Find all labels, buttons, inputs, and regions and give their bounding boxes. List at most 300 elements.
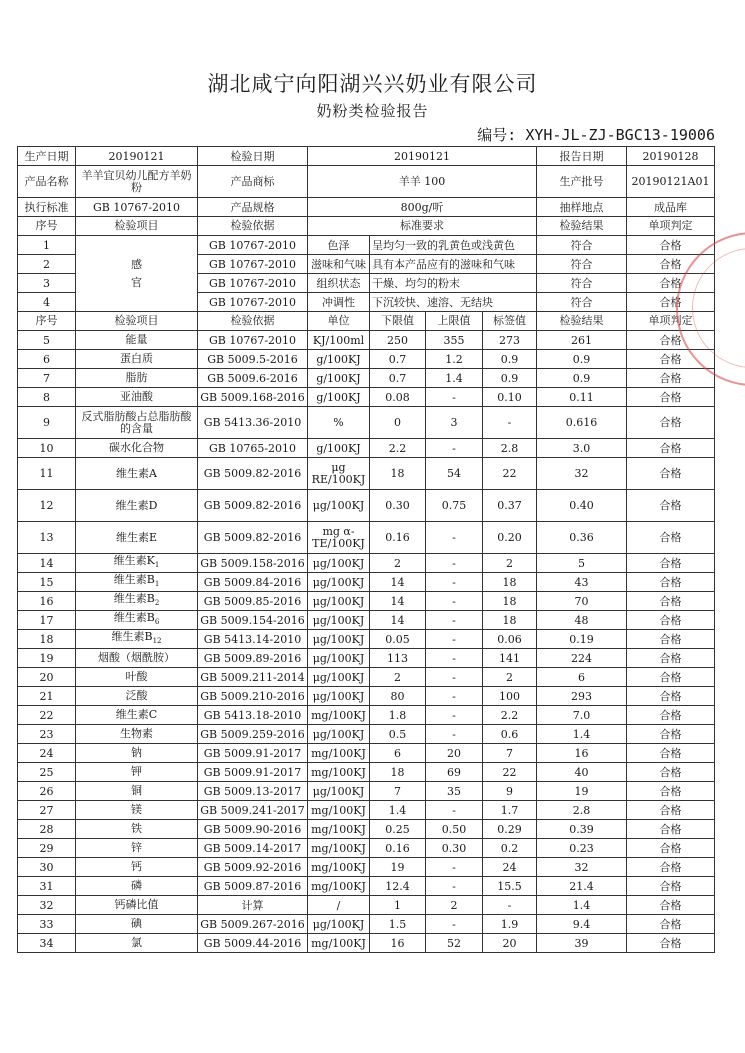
col-result: 检验结果 [537,312,627,331]
sensory-header-row [18,217,715,236]
label-value: - [483,896,537,915]
table-row [18,649,715,668]
upper-limit: 1.4 [426,369,483,388]
row-number: 30 [18,858,76,877]
judgement: 合格 [627,839,715,858]
upper-limit: 54 [426,458,483,490]
judgement: 合格 [627,293,715,312]
judgement: 合格 [627,458,715,490]
row-number: 1 [18,236,76,255]
label-value: 15.5 [483,877,537,896]
report-date-label: 报告日期 [537,147,627,166]
test-basis: GB 5009.89-2016 [198,649,308,668]
judgement: 合格 [627,255,715,274]
test-item-subscript: 6 [154,618,160,627]
test-item-text: 维生素B [111,629,153,643]
table-row [18,611,715,630]
lower-limit: 1 [370,896,426,915]
label-value: 18 [483,573,537,592]
test-result: 符合 [537,255,627,274]
batch-label: 生产批号 [537,166,627,198]
test-item-subscript: 2 [154,599,160,608]
test-basis: GB 10767-2010 [198,331,308,350]
test-result: 261 [537,331,627,350]
test-result: 0.616 [537,407,627,439]
unit: μg/100KJ [308,649,370,668]
document-number [477,124,715,145]
table-row [18,801,715,820]
col-result: 检验结果 [537,217,627,236]
table-row [18,573,715,592]
test-item-text: 反式脂肪酸占总脂肪酸的含量 [81,409,192,435]
test-basis: GB 10767-2010 [198,255,308,274]
label-value: 0.9 [483,350,537,369]
test-item-subscript: 1 [154,580,160,589]
label-value: 18 [483,611,537,630]
unit: μg/100KJ [308,668,370,687]
test-result: 48 [537,611,627,630]
test-item-text: 碳水化合物 [109,441,164,454]
label-value: 100 [483,687,537,706]
brand-label: 产品商标 [198,166,308,198]
lower-limit: 19 [370,858,426,877]
test-basis: GB 5413.14-2010 [198,630,308,649]
test-item-text: 维生素C [115,708,158,721]
unit: μg/100KJ [308,725,370,744]
label-value: 0.37 [483,490,537,522]
judgement: 合格 [627,522,715,554]
test-item [76,630,198,649]
upper-limit: 0.50 [426,820,483,839]
judgement: 合格 [627,915,715,934]
row-number: 16 [18,592,76,611]
row-number: 9 [18,407,76,439]
table-row [18,388,715,407]
test-basis: GB 5413.36-2010 [198,407,308,439]
unit: mg/100KJ [308,706,370,725]
test-basis: GB 5009.211-2014 [198,668,308,687]
requirement: 干燥、均匀的粉末 [370,274,537,293]
judgement: 合格 [627,611,715,630]
test-item-text: 钠 [131,746,142,759]
prod-date-value: 20190121 [76,147,198,166]
test-basis: GB 5009.82-2016 [198,522,308,554]
col-lower: 下限值 [370,312,426,331]
upper-limit: - [426,858,483,877]
label-value: - [483,407,537,439]
upper-limit: 355 [426,331,483,350]
label-value: 2 [483,668,537,687]
unit: / [308,896,370,915]
test-result: 0.9 [537,350,627,369]
spec-value: 800g/听 [308,198,537,217]
test-basis: GB 5009.90-2016 [198,820,308,839]
upper-limit: 35 [426,782,483,801]
sensory-group-text: 感官 [131,257,142,289]
unit: μg/100KJ [308,554,370,573]
test-item-text: 烟酸（烟酰胺） [98,651,175,664]
judgement: 合格 [627,820,715,839]
unit: g/100KJ [308,350,370,369]
judgement: 合格 [627,573,715,592]
info-row-product [18,166,715,198]
unit: μg/100KJ [308,915,370,934]
unit: mg/100KJ [308,801,370,820]
lower-limit: 250 [370,331,426,350]
sensory-group-label [76,236,198,312]
upper-limit: 69 [426,763,483,782]
label-value: 7 [483,744,537,763]
col-basis: 检验依据 [198,217,308,236]
test-item [76,458,198,490]
test-basis: GB 5009.87-2016 [198,877,308,896]
test-item-text: 维生素D [115,498,158,512]
test-item-text: 维生素B [113,572,155,586]
judgement: 合格 [627,687,715,706]
test-result: 符合 [537,274,627,293]
lower-limit: 2.2 [370,439,426,458]
judgement: 合格 [627,554,715,573]
test-item [76,763,198,782]
test-item [76,407,198,439]
lower-limit: 0.7 [370,350,426,369]
row-number: 20 [18,668,76,687]
lower-limit: 14 [370,611,426,630]
row-number: 2 [18,255,76,274]
sample-place-label: 抽样地点 [537,198,627,217]
table-row [18,554,715,573]
requirement: 具有本产品应有的滋味和气味 [370,255,537,274]
test-date-label: 检验日期 [198,147,308,166]
test-item-text: 钙磷比值 [114,898,159,911]
test-result: 19 [537,782,627,801]
row-number: 10 [18,439,76,458]
row-number: 32 [18,896,76,915]
label-value: 2 [483,554,537,573]
row-number: 4 [18,293,76,312]
upper-limit: 52 [426,934,483,953]
table-row [18,350,715,369]
judgement: 合格 [627,668,715,687]
test-result: 2.8 [537,801,627,820]
test-basis: GB 5009.92-2016 [198,858,308,877]
test-result: 40 [537,763,627,782]
unit: μg/100KJ [308,611,370,630]
unit: μg RE/100KJ [308,458,370,490]
test-basis: GB 5009.6-2016 [198,369,308,388]
label-value: 1.9 [483,915,537,934]
col-item: 检验项目 [76,217,198,236]
test-item-text: 生物素 [120,727,153,740]
test-item [76,649,198,668]
test-basis: GB 5009.168-2016 [198,388,308,407]
test-result: 0.39 [537,820,627,839]
requirement: 下沉较快、速溶、无结块 [370,293,537,312]
row-number: 29 [18,839,76,858]
test-item-text: 锌 [131,841,142,854]
test-item [76,611,198,630]
lower-limit: 2 [370,668,426,687]
row-number: 5 [18,331,76,350]
label-value: 22 [483,458,537,490]
test-basis: GB 10767-2010 [198,274,308,293]
row-number: 24 [18,744,76,763]
test-item [76,782,198,801]
row-number: 11 [18,458,76,490]
lower-limit: 0.5 [370,725,426,744]
main-header-row [18,312,715,331]
lower-limit: 14 [370,592,426,611]
test-result: 16 [537,744,627,763]
upper-limit: 0.30 [426,839,483,858]
test-basis: GB 10767-2010 [198,293,308,312]
test-item-text: 维生素B [113,591,155,605]
col-upper: 上限值 [426,312,483,331]
table-row [18,331,715,350]
label-value: 0.20 [483,522,537,554]
test-result: 9.4 [537,915,627,934]
row-number: 23 [18,725,76,744]
test-basis: GB 5009.5-2016 [198,350,308,369]
row-number: 26 [18,782,76,801]
upper-limit: - [426,554,483,573]
test-item [76,877,198,896]
judgement: 合格 [627,490,715,522]
table-row [18,458,715,490]
table-row [18,630,715,649]
test-item [76,350,198,369]
test-item-subscript: 1 [154,561,160,570]
lower-limit: 7 [370,782,426,801]
info-row-dates [18,147,715,166]
col-label: 标签值 [483,312,537,331]
lower-limit: 2 [370,554,426,573]
table-row [18,934,715,953]
sensory-row [18,236,715,255]
lower-limit: 1.5 [370,915,426,934]
unit: μg/100KJ [308,592,370,611]
test-result: 0.23 [537,839,627,858]
upper-limit: - [426,522,483,554]
test-result: 7.0 [537,706,627,725]
judgement: 合格 [627,439,715,458]
judgement: 合格 [627,630,715,649]
unit: μg/100KJ [308,490,370,522]
label-value: 1.7 [483,801,537,820]
upper-limit: 0.75 [426,490,483,522]
unit: μg/100KJ [308,687,370,706]
row-number: 28 [18,820,76,839]
table-row [18,407,715,439]
test-basis: 计算 [198,896,308,915]
table-row [18,744,715,763]
upper-limit: 2 [426,896,483,915]
upper-limit: - [426,611,483,630]
upper-limit: - [426,877,483,896]
unit: mg/100KJ [308,858,370,877]
test-item [76,706,198,725]
test-result: 符合 [537,236,627,255]
unit: mg/100KJ [308,744,370,763]
label-value: 0.9 [483,369,537,388]
test-item [76,490,198,522]
table-row [18,668,715,687]
test-item-text: 泛酸 [125,689,148,702]
row-number: 13 [18,522,76,554]
test-item-text: 铁 [131,822,142,835]
test-item-text: 铜 [131,784,142,797]
info-row-standard [18,198,715,217]
doc-no-value: XYH-JL-ZJ-BGC13-19006 [525,126,715,144]
test-item-text: 钙 [131,860,142,873]
test-result: 6 [537,668,627,687]
col-basis: 检验依据 [198,312,308,331]
test-result: 5 [537,554,627,573]
test-basis: GB 10765-2010 [198,439,308,458]
test-basis: GB 5009.259-2016 [198,725,308,744]
test-item-subscript: 12 [152,637,162,646]
product-name-label: 产品名称 [18,166,76,198]
judgement: 合格 [627,801,715,820]
test-item [76,522,198,554]
row-number: 15 [18,573,76,592]
sensory-attribute: 滋味和气味 [308,255,370,274]
test-basis: GB 5009.82-2016 [198,490,308,522]
unit: % [308,407,370,439]
unit: KJ/100ml [308,331,370,350]
requirement: 呈均匀一致的乳黄色或浅黄色 [370,236,537,255]
test-item-text: 叶酸 [125,670,148,683]
batch-value: 20190121A01 [627,166,715,198]
label-value: 273 [483,331,537,350]
table-row [18,592,715,611]
col-requirement: 标准要求 [308,217,537,236]
judgement: 合格 [627,592,715,611]
sample-place-value: 成品库 [627,198,715,217]
test-item-text: 镁 [131,803,142,816]
judgement: 合格 [627,274,715,293]
judgement: 合格 [627,896,715,915]
table-row [18,687,715,706]
row-number: 21 [18,687,76,706]
row-number: 8 [18,388,76,407]
lower-limit: 18 [370,763,426,782]
judgement: 合格 [627,763,715,782]
test-item [76,839,198,858]
test-result: 70 [537,592,627,611]
product-name-value: 羊羊宜贝幼儿配方羊奶粉 [76,166,198,198]
lower-limit: 0.25 [370,820,426,839]
test-item [76,820,198,839]
test-result: 符合 [537,293,627,312]
test-item [76,388,198,407]
report-title: 奶粉类检验报告 [316,102,429,120]
col-judgement: 单项判定 [627,217,715,236]
label-value: 9 [483,782,537,801]
sensory-attribute: 组织状态 [308,274,370,293]
spec-label: 产品规格 [198,198,308,217]
col-no: 序号 [18,217,76,236]
test-result: 293 [537,687,627,706]
judgement: 合格 [627,369,715,388]
upper-limit: - [426,573,483,592]
unit: mg/100KJ [308,934,370,953]
upper-limit: 20 [426,744,483,763]
test-item-text: 维生素B [113,610,155,624]
label-value: 0.29 [483,820,537,839]
unit: mg/100KJ [308,877,370,896]
test-result: 0.19 [537,630,627,649]
test-basis: GB 5413.18-2010 [198,706,308,725]
test-result: 0.9 [537,369,627,388]
test-item [76,896,198,915]
test-basis: GB 5009.91-2017 [198,744,308,763]
test-item [76,801,198,820]
test-basis: GB 5009.13-2017 [198,782,308,801]
upper-limit: - [426,439,483,458]
upper-limit: - [426,668,483,687]
lower-limit: 0.16 [370,522,426,554]
row-number: 12 [18,490,76,522]
test-item [76,858,198,877]
lower-limit: 0.08 [370,388,426,407]
unit: g/100KJ [308,388,370,407]
unit: g/100KJ [308,439,370,458]
row-number: 7 [18,369,76,388]
test-item-text: 氯 [131,936,142,949]
table-row [18,706,715,725]
judgement: 合格 [627,934,715,953]
unit: mg α-TE/100KJ [308,522,370,554]
label-value: 2.8 [483,439,537,458]
lower-limit: 0.16 [370,839,426,858]
lower-limit: 113 [370,649,426,668]
test-basis: GB 5009.154-2016 [198,611,308,630]
test-item [76,592,198,611]
test-item [76,369,198,388]
label-value: 20 [483,934,537,953]
col-judgement: 单项判定 [627,312,715,331]
judgement: 合格 [627,725,715,744]
row-number: 34 [18,934,76,953]
row-number: 18 [18,630,76,649]
test-item [76,573,198,592]
sensory-attribute: 冲调性 [308,293,370,312]
judgement: 合格 [627,388,715,407]
test-basis: GB 5009.44-2016 [198,934,308,953]
row-number: 6 [18,350,76,369]
standard-value: GB 10767-2010 [76,198,198,217]
test-result: 1.4 [537,896,627,915]
report-date-value: 20190128 [627,147,715,166]
label-value: 0.06 [483,630,537,649]
inspection-table [17,146,715,953]
label-value: 22 [483,763,537,782]
label-value: 0.6 [483,725,537,744]
test-result: 0.40 [537,490,627,522]
test-result: 1.4 [537,725,627,744]
label-value: 141 [483,649,537,668]
unit: μg/100KJ [308,573,370,592]
test-item-text: 钾 [131,765,142,778]
row-number: 17 [18,611,76,630]
test-item [76,934,198,953]
standard-label: 执行标准 [18,198,76,217]
test-item-text: 维生素K [113,553,155,567]
test-basis: GB 5009.91-2017 [198,763,308,782]
label-value: 0.10 [483,388,537,407]
table-row [18,896,715,915]
